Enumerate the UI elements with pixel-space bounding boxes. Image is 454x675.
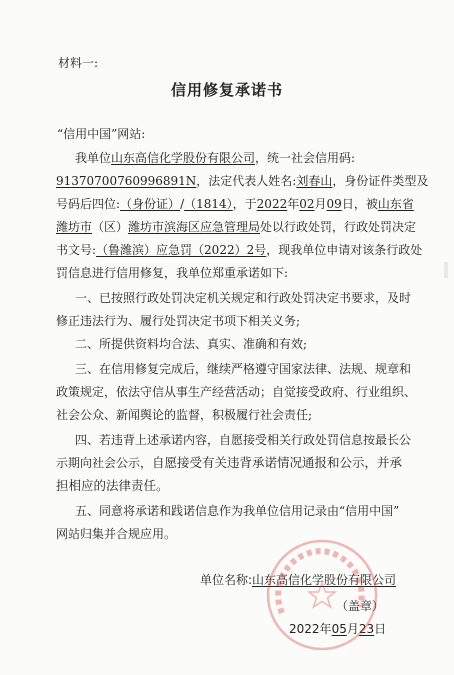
p2-line2: 修正违法行为、履行处罚决定书项下相关义务; xyxy=(56,314,301,328)
seal-note: （盖章） xyxy=(336,599,385,613)
penalty-day: 09 xyxy=(326,197,342,211)
p4-line1: 三、在信用修复完成后，继续严格遵守国家法律、法规、规章和 xyxy=(75,362,412,376)
p2-line1: 一、已按照行政处罚决定机关规定和行政处罚决定书要求，及时 xyxy=(75,291,412,305)
document-title: 信用修复承诺书 xyxy=(171,81,284,99)
material-label: 材料一: xyxy=(58,56,99,70)
province: 山东省 xyxy=(377,197,414,211)
p1-line3: 号码后四位:（身份证）/（1814），于2022年02月09日，被山东省 xyxy=(56,197,414,211)
signature-unit xyxy=(200,572,396,588)
unit-name: 山东高信化学股份有限公司 xyxy=(252,573,397,587)
id-last-four: （1814） xyxy=(184,197,233,211)
p4-line2: 政策规定，依法守信从事生产经营活动；自觉接受政府、行业组织、 xyxy=(56,385,417,399)
p1-line1: 我单位山东高信化学股份有限公司，统一社会信用码: xyxy=(75,151,356,165)
company-name: 山东高信化学股份有限公司 xyxy=(111,151,256,165)
id-type: （身份证） xyxy=(120,197,181,211)
p5-line1: 四、若违背上述承诺内容，自愿接受相关行政处罚信息按最长公 xyxy=(75,433,412,447)
p1-line4: 潍坊市（区）潍坊市滨海区应急管理局处以行政处罚，行政处罚决定 xyxy=(56,220,417,234)
city: 潍坊市 xyxy=(56,220,93,234)
credit-code: 91370700760996891N xyxy=(56,174,197,188)
unit-name-label: 单位名称: xyxy=(200,573,253,587)
p5-line2: 示期向社会公示，自愿接受有关违背承诺情况通报和公示，并承 xyxy=(56,455,403,470)
p1-line6: 罚信息进行信用修复，我单位郑重承诺如下: xyxy=(56,266,289,280)
penalty-month: 02 xyxy=(299,197,315,211)
sign-year: 2022 xyxy=(289,622,320,636)
p6-line1: 五、同意将承诺和践诺信息作为我单位信用记录由“信用中国” xyxy=(75,504,400,518)
authority: 潍坊市滨海区应急管理局 xyxy=(128,220,261,234)
p1-line5: 书文号:（鲁潍滨）应急罚（2022）2号，现我单位申请对该条行政处 xyxy=(56,243,423,257)
salutation: “信用中国”网站: xyxy=(57,127,146,141)
p3-line1: 二、所提供资料均合法、真实、准确和有效; xyxy=(75,337,308,351)
sign-month: 05 xyxy=(331,622,347,636)
p6-line2: 网站归集并合规应用。 xyxy=(56,527,177,541)
sign-day: 23 xyxy=(358,622,375,636)
p5-line3: 担相应的法律责任。 xyxy=(56,478,169,493)
legal-rep-name: 刘春山 xyxy=(296,174,333,188)
p4-line3: 社会公众、新闻舆论的监督，积极履行社会责任; xyxy=(56,408,313,422)
signature-date: 2022年05月23日 xyxy=(289,622,387,636)
p1-line2: 91370700760996891N，法定代表人姓名:刘春山，身份证件类型及 xyxy=(56,174,429,188)
edge-mark xyxy=(444,262,448,278)
decision-doc-number: （鲁潍滨）应急罚（2022）2号 xyxy=(96,243,267,257)
penalty-year: 2022 xyxy=(256,197,288,211)
official-seal-stamp xyxy=(262,535,385,655)
